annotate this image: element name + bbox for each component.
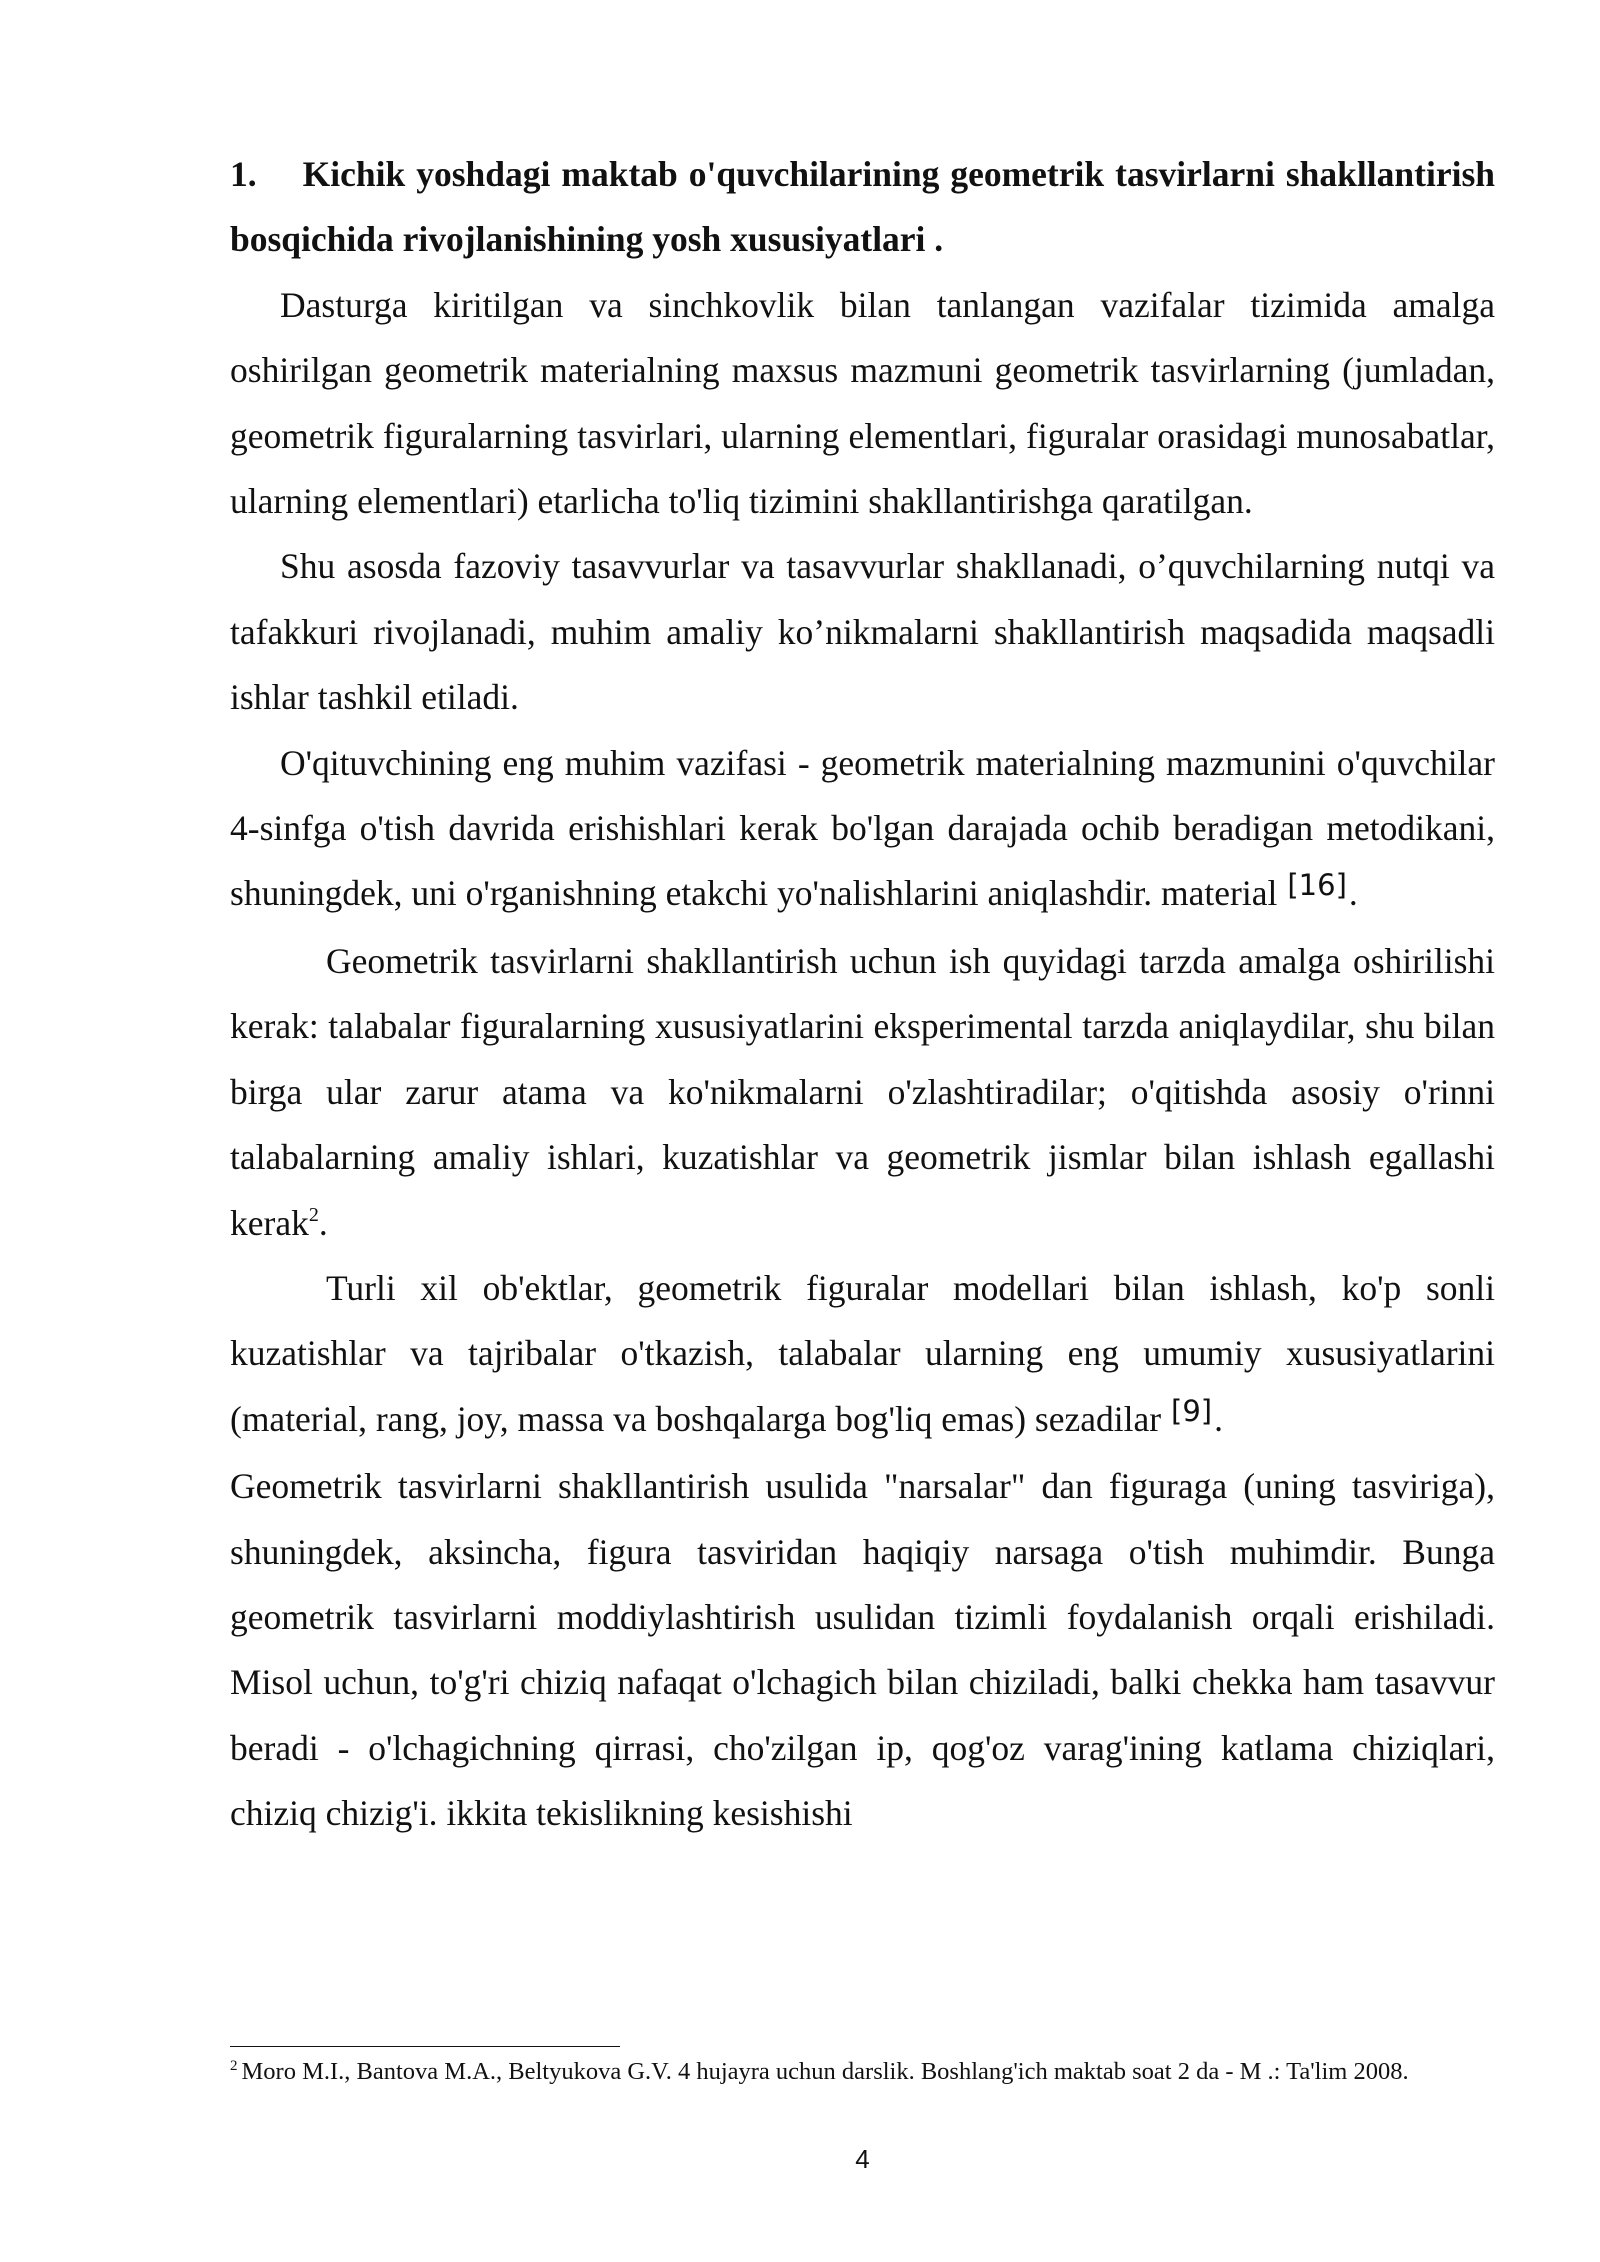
footnote	[230, 2054, 1495, 2089]
paragraph-3	[230, 731, 1495, 929]
heading-text: Kichik yoshdagi maktab o'quvchilarining geometrik tasvirlarni shakllantirish bosqichida rivojlanishining yosh xususiyatlari .	[230, 154, 1495, 260]
paragraph-4-end: .	[318, 1202, 328, 1243]
paragraph-4-text: Geometrik tasvirlarni shakllantirish uchun ish quyidagi tarzda amalga oshirilishi kerak: talabalar figuralarning xususiyatlarini eksperimental tarzda aniqlaydilar, shu bilan birga ular zarur atama va ko'nikmalarni o'zlashtiradilar; o'qitishda asosiy o'rinni talabalarning amaliy ishlari, kuzatishlar va geometrik jismlar bilan ishlash egallashi kerak	[230, 940, 1495, 1243]
paragraph-1: Dasturga kiritilgan va sinchkovlik bilan tanlangan vazifalar tizimida amalga oshirilgan geometrik materialning maxsus mazmuni geometrik tasvirlarning (jumladan, geometrik figuralarning tasvirlari, ularning elementlari, figuralar orasidagi munosabatlar, ularning elementlari) etarlicha to'liq tizimini shakllantirishga qaratilgan.	[230, 284, 1495, 522]
paragraph-6: Geometrik tasvirlarni shakllantirish usulida "narsalar" dan figuraga (uning tasviriga), shuningdek, aksincha, figura tasviridan haqiqiy narsaga o'tish muhimdir. Bunga geometrik tasvirlarni moddiylashtirish usulidan tizimli foydalanish orqali erishiladi. Misol uchun, to'g'ri chiziq nafaqat o'lchagich bilan chiziladi, balki chekka ham tasavvur beradi - o'lchagichning qirrasi, cho'zilgan ip, qog'oz varag'ining katlama chiziqlari, chiziq chizig'i. ikkita tekislikning kesishishi	[230, 1466, 1495, 1834]
section-heading	[230, 142, 1495, 273]
page-number: 4	[855, 2144, 870, 2174]
footnote-reference: 2	[308, 1203, 319, 1226]
paragraph-2: Shu asosda fazoviy tasavvurlar va tasavvurlar shakllanadi, o’quvchilarning nutqi va tafakkuri rivojlanadi, muhim amaliy ko’nikmalarni shakllantirish maqsadida maqsadli ishlar tashkil etiladi.	[230, 546, 1495, 718]
paragraph-5	[230, 1256, 1495, 1454]
footnote-separator	[230, 2046, 620, 2047]
citation-ref-9: [9]	[1171, 1393, 1213, 1428]
paragraph-5-text: Turli xil ob'ektlar, geometrik figuralar modellari bilan ishlash, ko'p sonli kuzatishlar va tajribalar o'tkazish, talabalar ularning eng umumiy xususiyatlarini (material, rang, joy, massa va boshqalarga bog'liq emas) sezadilar	[230, 1267, 1495, 1439]
footnote-mark: 2	[230, 2058, 238, 2074]
page-body	[230, 142, 1495, 1847]
heading-number: 1.	[230, 154, 257, 194]
footnote-text: Moro M.I., Bantova M.A., Beltyukova G.V. 4 hujayra uchun darslik. Boshlang'ich maktab soat 2 da - M .: Ta'lim 2008.	[241, 2058, 1409, 2085]
citation-ref-16: [16]	[1287, 868, 1347, 903]
paragraph-5-end: .	[1214, 1398, 1224, 1439]
paragraph-3-text: O'qituvchining eng muhim vazifasi - geometrik materialning mazmunini o'quvchilar 4-sinfga o'tish davrida erishishlari kerak bo'lgan darajada ochib beradigan metodikani, shuningdek, uni o'rganishning etakchi yo'nalishlarini aniqlashdir. material	[230, 742, 1495, 914]
paragraph-4	[230, 929, 1495, 1256]
paragraph-3-end: .	[1348, 873, 1358, 914]
